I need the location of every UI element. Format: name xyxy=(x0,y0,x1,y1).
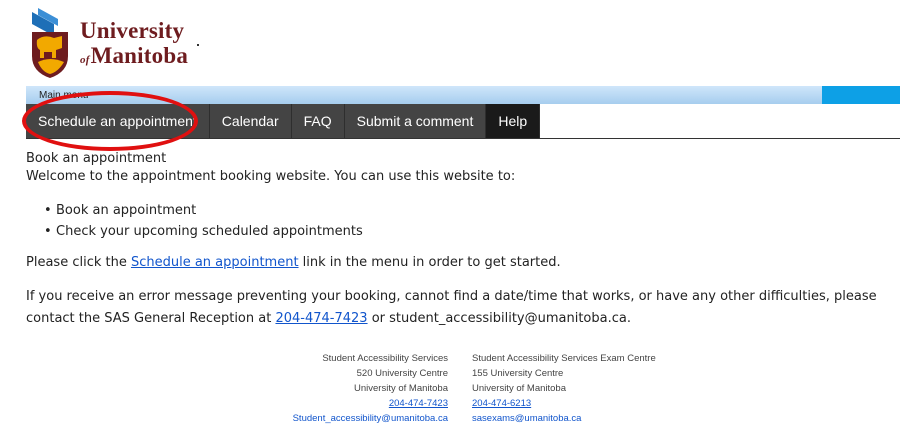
footer-exam-email-link[interactable]: sasexams@umanitoba.ca xyxy=(472,413,582,424)
nav-divider xyxy=(26,138,900,139)
nav-help[interactable]: Help xyxy=(486,104,540,139)
decorative-dot xyxy=(197,44,199,46)
footer-sas-name: Student Accessibility Services xyxy=(322,353,448,364)
footer-exam-room: 155 University Centre xyxy=(472,368,564,379)
instruction-prefix: Please click the xyxy=(26,255,131,270)
shield-icon xyxy=(28,6,72,80)
list-item: • Check your upcoming scheduled appointments xyxy=(44,221,896,242)
contact-text xyxy=(26,286,896,330)
main-menu-bar xyxy=(26,86,900,104)
instruction-suffix: link in the menu in order to get started. xyxy=(298,255,561,270)
nav-submit-comment[interactable]: Submit a comment xyxy=(345,104,487,139)
phone-link[interactable]: 204-474-7423 xyxy=(275,311,368,326)
logo-text-manitoba-word: Manitoba xyxy=(90,43,189,68)
contact-prefix: If you receive an error message preventing your booking, cannot find a date/time that works, or have any other difficulties, please contact the SAS General Reception at xyxy=(26,289,877,326)
main-menu-label: Main menu xyxy=(39,90,89,101)
footer-exam-university: University of Manitoba xyxy=(472,383,566,394)
logo-text-of: of xyxy=(80,54,90,66)
footer-sas-room: 520 University Centre xyxy=(356,368,448,379)
main-content xyxy=(26,148,896,330)
footer-sas-phone-link[interactable]: 204-474-7423 xyxy=(388,398,448,409)
footer-exam-name: Student Accessibility Services Exam Centre xyxy=(472,353,656,364)
main-nav xyxy=(26,104,540,139)
footer-sas-email-link[interactable]: Student_accessibility@umanitoba.ca xyxy=(292,413,448,424)
nav-faq[interactable]: FAQ xyxy=(292,104,345,139)
logo-text-university: University xyxy=(80,18,185,43)
footer-sas-university: University of Manitoba xyxy=(354,383,448,394)
logo-text-manitoba xyxy=(80,44,188,72)
nav-calendar[interactable]: Calendar xyxy=(210,104,292,139)
university-logo[interactable] xyxy=(28,6,198,80)
page-title: Book an appointment xyxy=(26,151,167,166)
footer-exam-centre-contact xyxy=(472,351,656,426)
feature-list xyxy=(26,200,896,242)
footer-exam-phone-link[interactable]: 204-474-6213 xyxy=(472,398,532,409)
welcome-text: Welcome to the appointment booking website. You can use this website to: xyxy=(26,169,516,184)
main-menu-accent xyxy=(822,86,900,104)
footer-sas-contact xyxy=(293,351,448,426)
schedule-appointment-link[interactable]: Schedule an appointment xyxy=(130,255,299,270)
nav-schedule-appointment[interactable]: Schedule an appointment xyxy=(26,104,210,139)
contact-suffix: or student_accessibility@umanitoba.ca. xyxy=(367,311,631,326)
instruction-text xyxy=(26,254,896,272)
list-item: • Book an appointment xyxy=(44,200,896,221)
